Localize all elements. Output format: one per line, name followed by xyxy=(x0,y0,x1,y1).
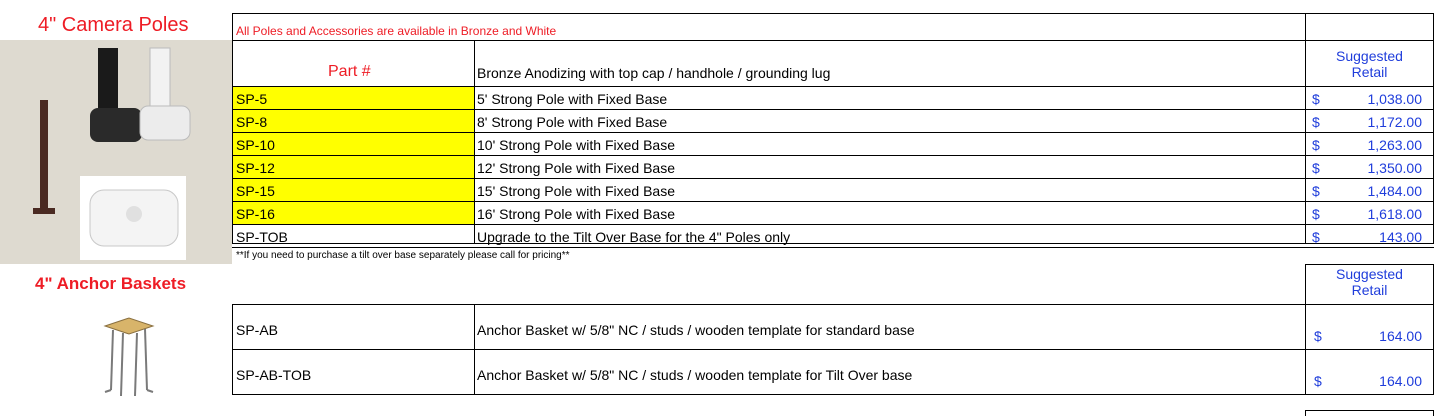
part-highlight xyxy=(233,87,474,109)
part-number: SP-5 xyxy=(236,91,268,107)
part-number: SP-15 xyxy=(236,183,275,199)
part-number: SP-12 xyxy=(236,160,275,176)
suggested-retail-header: Suggested Retail xyxy=(1336,48,1403,80)
camera-poles-title: 4" Camera Poles xyxy=(38,14,189,36)
part-description: 5' Strong Pole with Fixed Base xyxy=(477,91,668,107)
part-description: 16' Strong Pole with Fixed Base xyxy=(477,206,676,222)
currency-symbol: $ xyxy=(1312,183,1320,199)
price-value: 1,618.00 xyxy=(1367,206,1422,222)
currency-symbol: $ xyxy=(1312,206,1320,222)
part-description: 10' Strong Pole with Fixed Base xyxy=(477,137,676,153)
price-value: 1,038.00 xyxy=(1367,91,1422,107)
part-number: SP-8 xyxy=(236,114,268,130)
price-value: 1,484.00 xyxy=(1367,183,1422,199)
price-value: 1,263.00 xyxy=(1367,137,1422,153)
anchor-currency-symbol: $ xyxy=(1314,328,1322,344)
black-pole-image xyxy=(98,48,118,118)
currency-symbol: $ xyxy=(1312,114,1320,130)
anchor-part-number: SP-AB xyxy=(236,322,279,338)
long-pole-image xyxy=(40,100,48,214)
price-value: 143.00 xyxy=(1379,229,1422,245)
anchor-price-value: 164.00 xyxy=(1379,373,1422,389)
part-highlight xyxy=(233,110,474,132)
part-number-header: Part # xyxy=(328,63,371,80)
anchor-part-description: Anchor Basket w/ 5/8" NC / studs / wooden template for standard base xyxy=(477,322,915,338)
part-description: Upgrade to the Tilt Over Base for the 4" Poles only xyxy=(477,229,791,245)
price-value: 1,350.00 xyxy=(1367,160,1422,176)
part-description: 12' Strong Pole with Fixed Base xyxy=(477,160,676,176)
camera-poles-image-panel xyxy=(0,40,232,264)
anchor-part-description: Anchor Basket w/ 5/8" NC / studs / wooden template for Tilt Over base xyxy=(477,367,913,383)
anchor-baskets-title: 4" Anchor Baskets xyxy=(35,274,187,293)
part-number: SP-16 xyxy=(236,206,275,222)
anchor-price-value: 164.00 xyxy=(1379,328,1422,344)
part-number: SP-TOB xyxy=(236,229,288,245)
anchor-part-number: SP-AB-TOB xyxy=(236,367,312,383)
anchor-suggested-retail-header: Suggested Retail xyxy=(1336,266,1403,298)
currency-symbol: $ xyxy=(1312,160,1320,176)
currency-symbol: $ xyxy=(1312,137,1320,153)
tilt-base-footnote: **If you need to purchase a tilt over base separately please call for pricing** xyxy=(236,250,570,261)
currency-symbol: $ xyxy=(1312,229,1320,245)
anchor-currency-symbol: $ xyxy=(1314,373,1322,389)
availability-note: All Poles and Accessories are available in Bronze and White xyxy=(236,24,557,38)
part-description: 15' Strong Pole with Fixed Base xyxy=(477,183,676,199)
camera-poles-product-image xyxy=(0,40,232,264)
description-header: Bronze Anodizing with top cap / handhole / grounding lug xyxy=(477,65,831,81)
currency-symbol: $ xyxy=(1312,91,1320,107)
price-value: 1,172.00 xyxy=(1367,114,1422,130)
part-description: 8' Strong Pole with Fixed Base xyxy=(477,114,668,130)
anchor-basket-image xyxy=(99,316,157,403)
part-number: SP-10 xyxy=(236,137,275,153)
